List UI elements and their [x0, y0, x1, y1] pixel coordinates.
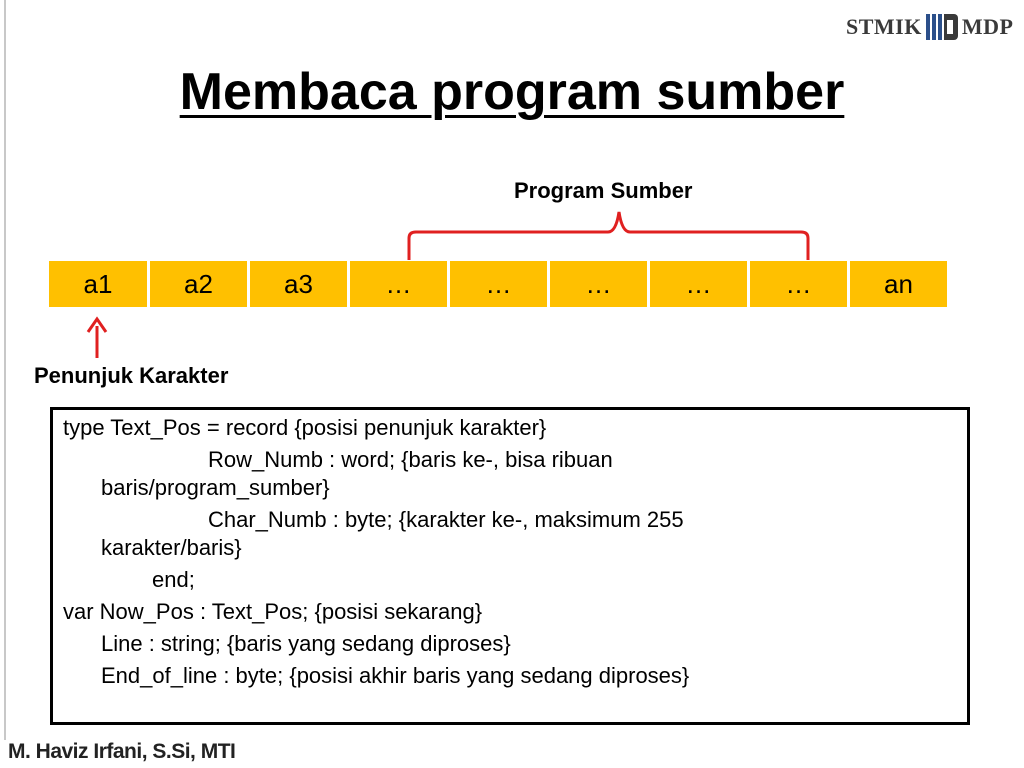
source-character-array — [48, 260, 948, 308]
pointer-arrow-icon — [88, 319, 106, 358]
code-line: Row_Numb : word; {baris ke-, bisa ribuan — [208, 447, 613, 472]
code-line: Char_Numb : byte; {karakter ke-, maksimum 255 — [208, 507, 684, 532]
code-line: end; — [152, 567, 195, 592]
penunjuk-karakter-label: Penunjuk Karakter — [34, 363, 229, 388]
code-line: Line : string; {baris yang sedang diproses} — [101, 631, 511, 656]
array-cell: … — [648, 260, 748, 308]
program-sumber-label: Program Sumber — [514, 178, 693, 203]
code-line: var Now_Pos : Text_Pos; {posisi sekarang} — [63, 599, 483, 624]
array-cell: … — [548, 260, 648, 308]
logo-right-text: MDP — [961, 14, 1014, 39]
array-cell: … — [448, 260, 548, 308]
array-cell: … — [748, 260, 848, 308]
code-line: type Text_Pos = record {posisi penunjuk karakter} — [63, 415, 547, 440]
author-footer: M. Haviz Irfani, S.Si, MTI — [8, 740, 236, 763]
logo-left-text: STMIK — [846, 14, 922, 39]
page-title: Membaca program sumber — [179, 63, 845, 121]
array-cell: a2 — [148, 260, 248, 308]
code-line: End_of_line : byte; {posisi akhir baris yang sedang diproses} — [101, 663, 690, 688]
code-line: karakter/baris} — [101, 535, 242, 560]
code-block — [50, 407, 970, 725]
array-cell: a3 — [248, 260, 348, 308]
code-line: baris/program_sumber} — [101, 475, 330, 500]
array-cell: a1 — [48, 260, 148, 308]
array-cell: … — [348, 260, 448, 308]
array-cell: an — [848, 260, 948, 308]
